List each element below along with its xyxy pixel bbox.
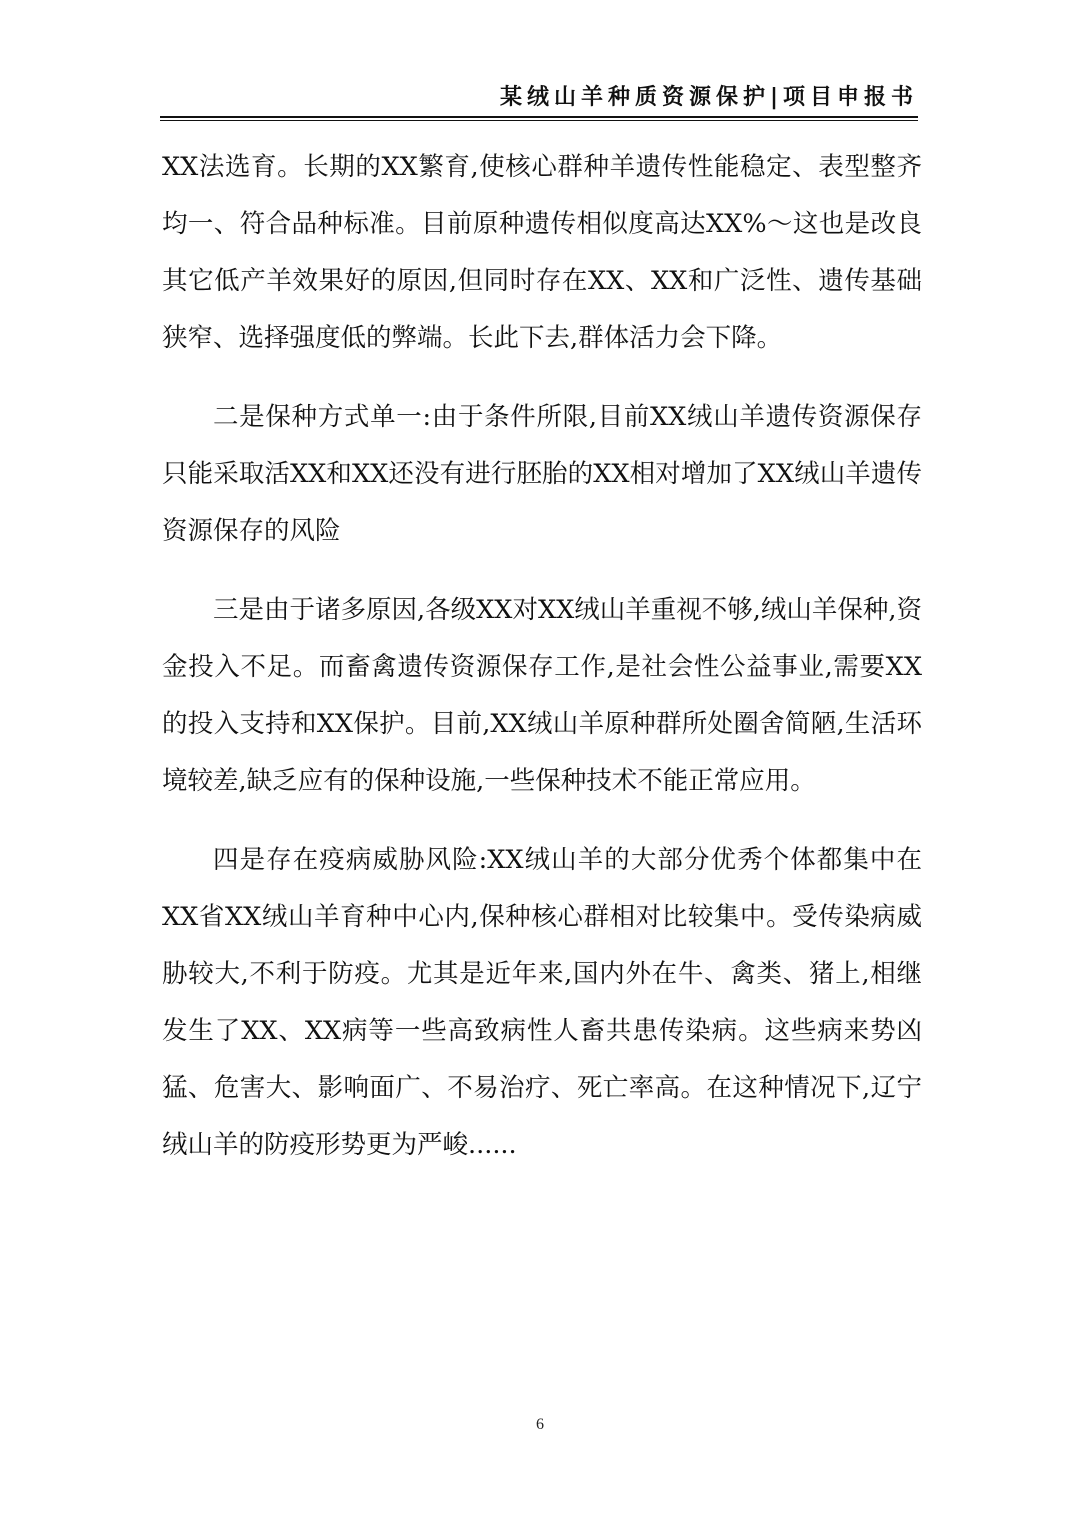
paragraph-continued: XX法选育。长期的XX繁育,使核心群种羊遗传性能稳定、表型整齐均一、符合品种标准。目前原种遗传相似度高达XX%～这也是改良其它低产羊效果好的原因,但同时存在XX、XX和广泛性、遗传基础狭窄、选择强度低的弊端。长此下去,群体活力会下降。	[162, 152, 922, 353]
paragraph-funding: 三是由于诸多原因,各级XX对XX绒山羊重视不够,绒山羊保种,资金投入不足。而畜禽遗传资源保存工作,是社会性公益事业,需要XX的投入支持和XX保护。目前,XX绒山羊原种群所处圈舍简陋,生活环境较差,缺乏应有的保种设施,一些保种技术不能正常应用。	[162, 595, 922, 796]
header-title: 某绒山羊种质资源保护|项目申报书	[499, 85, 918, 110]
paragraph-preservation-method: 二是保种方式单一:由于条件所限,目前XX绒山羊遗传资源保存只能采取活XX和XX还没有进行胚胎的XX相对增加了XX绒山羊遗传资源保存的风险	[162, 402, 922, 546]
document-body	[162, 139, 922, 1174]
header-rule	[160, 116, 918, 121]
page-number: 6	[536, 1416, 544, 1433]
page-header	[160, 84, 918, 118]
paragraph-disease-risk: 四是存在疫病威胁风险:XX绒山羊的大部分优秀个体都集中在XX省XX绒山羊育种中心内,保种核心群相对比较集中。受传染病威胁较大,不利于防疫。尤其是近年来,国内外在牛、禽类、猪上,相继发生了XX、XX病等一些高致病性人畜共患传染病。这些病来势凶猛、危害大、影响面广、不易治疗、死亡率高。在这种情况下,辽宁绒山羊的防疫形势更为严峻......	[162, 845, 922, 1160]
